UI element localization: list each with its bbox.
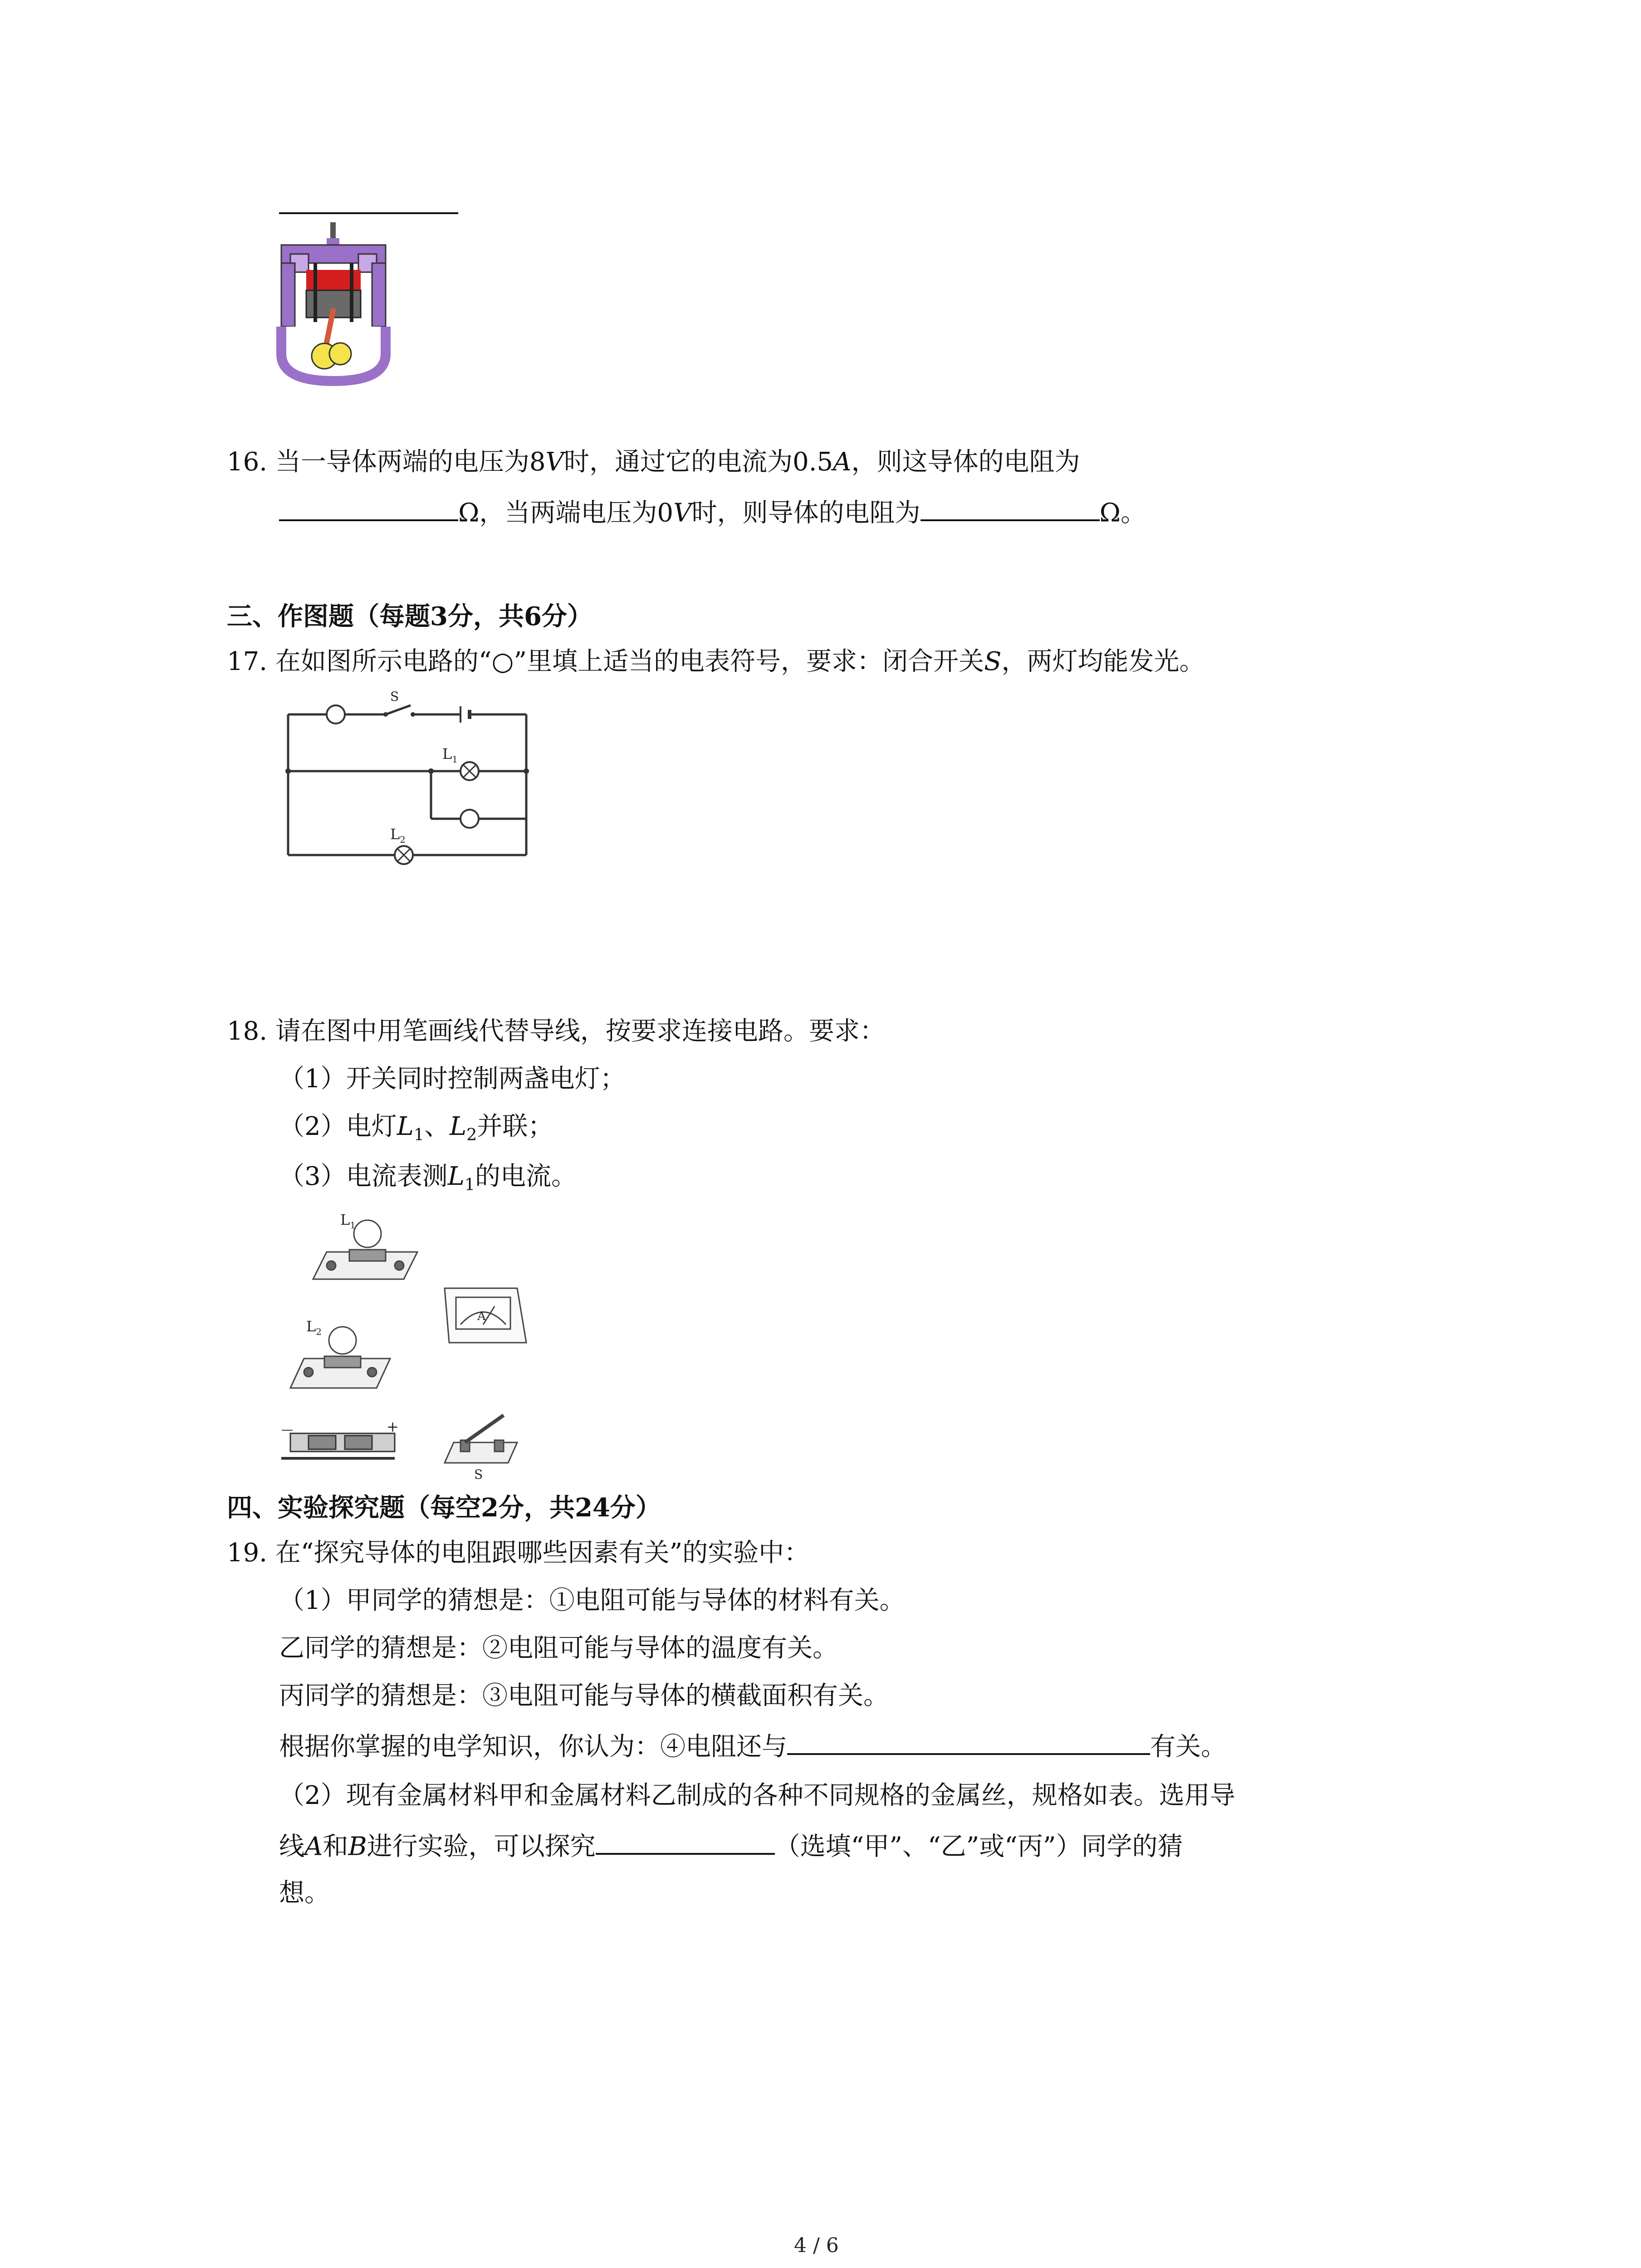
q16-answer-blank-1[interactable] (279, 497, 458, 521)
q17-switch-symbol: S (984, 647, 1002, 676)
q17-lamp-l2 (395, 846, 413, 864)
q19-paragraph-3: 丙同学的猜想是：③电阻可能与导体的横截面积有关。 (279, 1681, 889, 1711)
q18-battery-plus: + (387, 1418, 399, 1435)
q17-label-l2: $L_2$ (390, 826, 406, 845)
q18-switch-label: S (474, 1467, 483, 1482)
page-number: 4 / 6 (794, 2234, 839, 2257)
q15-answer-blank[interactable] (279, 212, 458, 214)
q17-meter-circle-1 (327, 705, 345, 723)
q16-unit-a: A (833, 447, 852, 477)
q19-paragraph-5: （2）现有金属材料甲和金属材料乙制成的各种不同规格的金属丝，规格如表。选用导 (279, 1781, 1235, 1810)
q17-lamp-l1 (460, 762, 479, 780)
q19-paragraph-6: 线A和B进行实验，可以探究 （选填“甲”、“乙”或“丙”）同学的猜 (279, 1830, 1183, 1862)
q18-battery (281, 1433, 395, 1458)
svg-text:L2: $L_2$ (306, 1318, 322, 1337)
q19-paragraph-1: （1）甲同学的猜想是：①电阻可能与导体的材料有关。 (279, 1586, 905, 1615)
question-18: 18. 请在图中用笔画线代替导线，按要求连接电路。要求： (227, 1017, 885, 1046)
q19-paragraph-2: 乙同学的猜想是：②电阻可能与导体的温度有关。 (279, 1633, 838, 1663)
q18-components-figure (281, 1207, 535, 1482)
section-3-title: 三、作图题（每题3分，共6分） (227, 601, 593, 631)
question-16-line-1 (227, 447, 1080, 477)
q16-text-e: 时，则导体的电阻为 (691, 498, 921, 528)
q18-lamp-l2 (290, 1327, 390, 1388)
section-4-title: 四、实验探究题（每空2分，共24分） (227, 1493, 661, 1523)
q19-answer-blank-2[interactable] (596, 1830, 775, 1855)
q17-text-b: ，两灯均能发光。 (1001, 647, 1205, 676)
q18-ammeter-label: A (477, 1310, 486, 1323)
q16-text-d: Ω，当两端电压为0 (458, 498, 674, 528)
q18-battery-minus: — (281, 1423, 293, 1437)
q16-text-c: ，则这导体的电阻为 (851, 447, 1080, 477)
q17-label-s: S (390, 689, 399, 704)
q16-text-a: 16. 当一导体两端的电压为8 (227, 447, 546, 477)
q17-label-l1: $L_1$ (442, 745, 458, 765)
engine-figure (272, 218, 399, 386)
q16-answer-blank-2[interactable] (921, 497, 1100, 521)
q19-answer-blank-1[interactable] (787, 1730, 1150, 1755)
q16-unit-v: V (545, 447, 564, 477)
svg-text:L1: $L_1$ (340, 1211, 356, 1231)
q16-text-f: Ω。 (1099, 498, 1146, 528)
q18-lamp-l1 (313, 1220, 417, 1279)
q18-requirement-1: （1）开关同时控制两盏电灯； (279, 1064, 626, 1094)
q19-paragraph-7: 想。 (279, 1878, 330, 1908)
q17-circuit-diagram (281, 687, 535, 860)
q18-switch (445, 1415, 517, 1463)
q17-text-a: 17. 在如图所示电路的“○”里填上适当的电表符号，要求：闭合开关 (227, 647, 984, 676)
q19-paragraph-4: 根据你掌握的电学知识，你认为：④电阻还与 有关。 (279, 1730, 1226, 1762)
question-19: 19. 在“探究导体的电阻跟哪些因素有关”的实验中： (227, 1538, 810, 1568)
q16-text-b: 时，通过它的电流为0.5 (563, 447, 833, 477)
q18-requirement-2: （2）电灯$L_1$、$L_2$并联； (279, 1112, 554, 1145)
q17-meter-circle-2 (460, 810, 479, 828)
q16-unit-v-2: V (673, 498, 692, 528)
question-17 (227, 646, 1205, 677)
question-16-line-2 (279, 497, 1146, 528)
q18-requirement-3: （3）电流表测$L_1$的电流。 (279, 1162, 577, 1195)
